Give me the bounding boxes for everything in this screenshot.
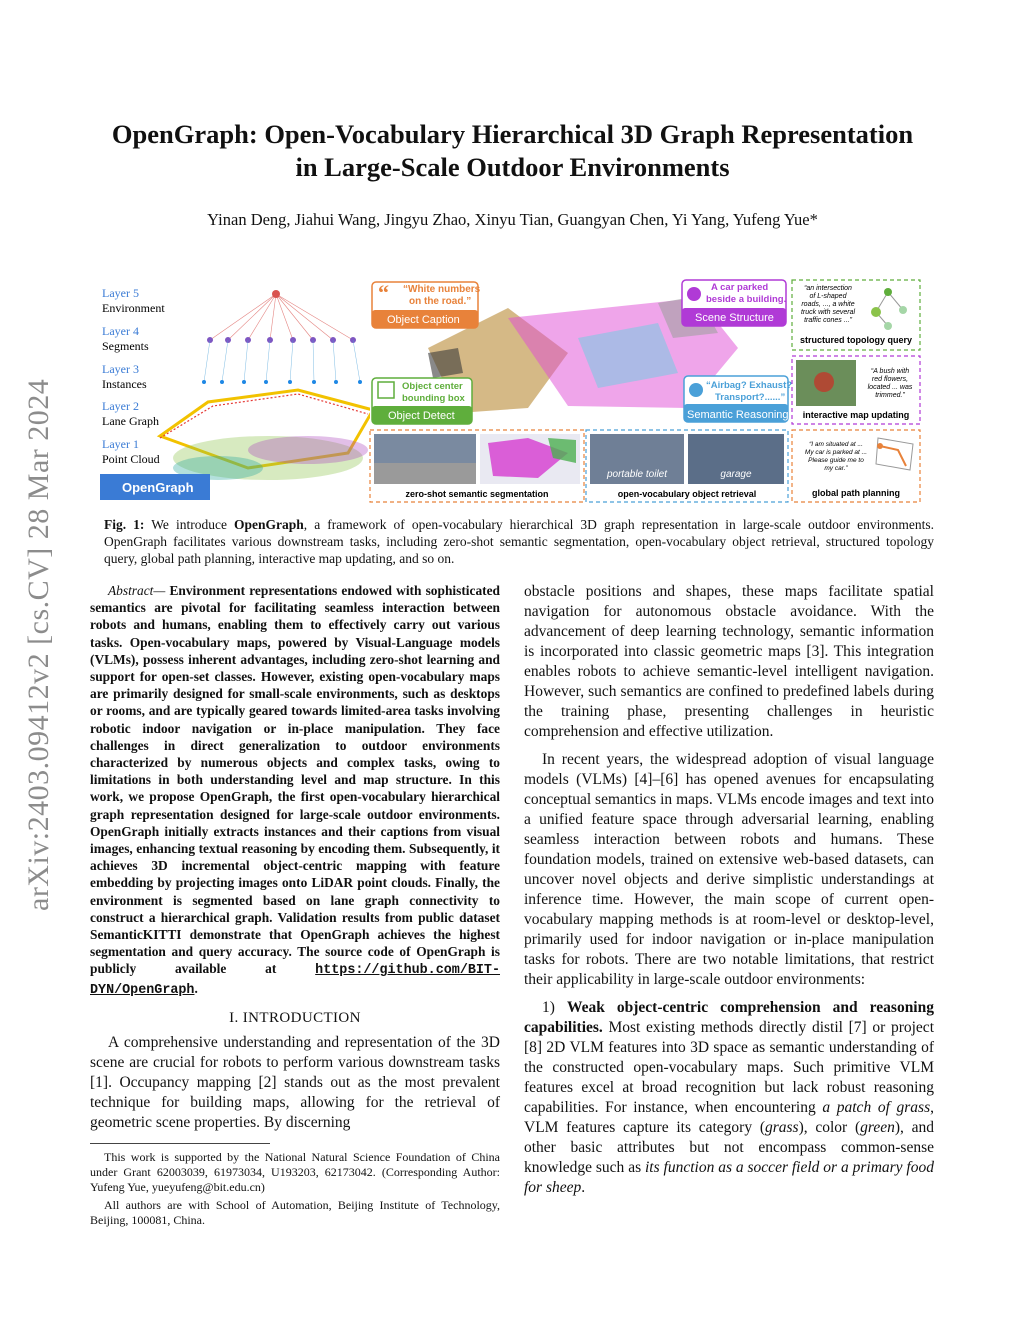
p3-italic-2: grass [764,1119,799,1136]
topology-quote-line: traffic cones ...” [804,317,852,324]
layer-1-name: Point Cloud [102,452,160,466]
abstract-text: Environment representations endowed with sophisticated semantics are pivotal for facilitating seamless interaction between robots and humans, enabling them to effectively carry out various tasks. Open-vocabulary maps, powered by Visual-Language models (VLMs), possess inherent advantages, including zero-shot learning and support for open-set classes. However, existing open-vocabulary maps are primarily designed for small-scale environments, such as desktops or rooms, and are typically geared towards limited-area tasks involving robotic indoor navigation or in-place manipulation. They face challenges in direct generalization to outdoor environments characterized by numerous objects and complex tasks, owing to limitations in both understanding level and map structure. In this work, we propose OpenGraph, the first open-vocabulary hierarchical graph representation designed for large-scale outdoor environments. OpenGraph initially extracts instances and their captions from visual images, enhancing textual reasoning by encoding them. Subsequently, it achieves 3D incremental object-centric mapping with feature embedding by projecting images onto LiDAR point clouds. Finally, the environment is segmented based on lane graph connectivity to construct a hierarchical graph. Validation results from public dataset SemanticKITTI demonstrate that OpenGraph achieves the highest segmentation and query accuracy. The source code of OpenGraph is publicly available at [90,583,500,977]
update-quote-line: trimmed.” [875,392,905,399]
abstract [90,582,500,999]
caption-quote-line-2: on the road.” [409,296,472,307]
title-line-1: OpenGraph: Open-Vocabulary Hierarchical 3D Graph Representation [111,119,914,149]
right-paragraph-2: In recent years, the widespread adoption of visual language models (VLMs) [4]–[6] has opened avenues for encapsulating conceptual semantics in maps. VLMs encode images and text into a unified feature space through adversarial learning, enabling seamless interaction between robots and humans. These foundation models, trained on extensive web-based datasets, can uncover novel objects and derive simplistic understandings at inference time. However, the main scope of current open-vocabulary mapping methods is at room-level or desktop-level, primarily used for indoor navigation or in-place manipulation tasks for robots. There are two notable limitations, that restrict their applicability in large-scale outdoor environments: [524,751,934,988]
opengraph-logo-text: OpenGraph [122,480,194,495]
layer-2-number: Layer 2 [102,399,139,413]
layer-4-name: Segments [102,339,149,353]
path-quote-line: “I am situated at ... [809,441,863,448]
environment-node [272,290,280,298]
caption-quote-line-1: “White numbers [403,284,481,295]
path-quote-line: My car is parked at ... [804,449,868,456]
detect-text-line-1: Object center [402,381,463,392]
left-column [90,582,500,1231]
instance-links [204,340,360,382]
layer-3-name: Instances [102,377,147,391]
segmentation-panel [370,430,584,502]
path-quote-line: my car.” [824,465,848,472]
semantic-reasoning-box [684,376,792,422]
path-planning-panel [792,430,920,502]
update-quote-line: red flowers, [871,376,909,383]
update-quote-line: located ... was [867,384,913,391]
p3-text-e: . [581,1179,586,1196]
figure-label: Fig. 1: [104,517,145,532]
topology-quote-line: roads, ..., a white [801,301,855,308]
scene-structure-box [682,280,786,326]
p3-italic-1: a patch of grass [822,1099,931,1116]
title-line-2: in Large-Scale Outdoor Environments [295,152,730,182]
retrieval-label: open-vocabulary object retrieval [617,489,757,499]
layer-3-number: Layer 3 [102,362,139,376]
segmentation-label: zero-shot semantic segmentation [405,489,549,499]
layer-5-name: Environment [102,301,165,315]
scene-quote-line-2: beside a building. [706,294,787,305]
right-paragraph-1: obstacle positions and shapes, these maps facilitate spatial navigation for autonomous obstacle avoidance. With the advancement of deep learning technology, semantic information is incorporated into classic geometric maps [3]. This integration enables robots to achieve semantic-level intelligent navigation. However, such semantics are confined to predefined labels during the training phase, presenting challenges in heuristic comprehension and effective utilization. [524,583,934,740]
limitation-heading: Weak object-centric comprehension and reasoning capabilities. [524,999,934,1036]
path-quote-line: Please guide me to [808,457,864,464]
detect-label: Object Detect [388,410,455,422]
retrieval-panel [586,430,788,502]
caption-label: Object Caption [387,314,460,326]
layer-4-number: Layer 4 [102,324,139,338]
footnote-rule [90,1143,270,1144]
instance-nodes [202,380,362,384]
layer-1-number: Layer 1 [102,437,139,451]
p3-text-b: , VLM features capture its category ( [524,1099,935,1136]
p3-text-c: ), color ( [798,1119,861,1136]
object-caption-box [372,280,481,328]
right-paragraph-3 [524,998,934,1198]
topology-quote-line: truck with several [800,309,856,316]
topology-query-panel [792,280,920,350]
footnote-funding: This work is supported by the National Natural Science Foundation of China under Grant 62003039, 61973034, U193203, 62173042. (Corresponding Author: Yufeng Yue, yueyufeng@bit.edu.cn) [90,1149,500,1194]
abstract-lead: Abstract— [108,583,166,598]
point-cloud [173,436,368,480]
retrieval-tag-2: garage [720,469,752,480]
caption-text-b: , a framework of open-vocabulary hierarchical 3D graph representation in large-scale outdoor environments. OpenGraph facilitates various downstream tasks, including zero-shot semantic segmentation, open-vocabulary object retrieval, structured topology query, global path planning, interactive map updating, and so on. [104,517,935,566]
topology-label: structured topology query [799,335,913,345]
intro-paragraph-1: A comprehensive understanding and representation of the 3D scene are crucial for robots to perform various downstream tasks [1]. Occupancy mapping [2] stands out as the most prevalent technique for building maps, allowing for the retrieval of geometric scene properties. By discerning [90,1033,500,1131]
segment-nodes [207,337,356,343]
figure-caption [104,516,934,567]
abstract-end: . [194,980,198,996]
layer-2-name: Lane Graph [102,414,159,428]
list-number: 1) [542,999,567,1016]
author-list: Yinan Deng, Jiahui Wang, Jingyu Zhao, Xinyu Tian, Guangyan Chen, Yi Yang, Yufeng Yue* [207,210,818,229]
paper-title [90,118,935,184]
caption-bold: OpenGraph [234,517,304,532]
map-updating-panel [792,356,920,424]
retrieval-tag-1: portable toilet [606,469,668,480]
p3-italic-4: its function as a soccer field or a primary food for sheep [524,1159,934,1196]
scene-quote-line-1: A car parked [711,282,769,293]
reason-quote-line-2: Transport?......” [715,392,786,403]
path-label: global path planning [812,488,900,498]
update-quote-line: “A bush with [870,368,910,375]
graph-icon [687,287,701,301]
layer-5-number: Layer 5 [102,286,139,300]
p3-text-d: ), and other basic attributes but not encompass common-sense knowledge such as [524,1119,935,1176]
caption-text-a: We introduce [144,517,235,532]
figure-1-graphic [98,278,924,505]
p3-text-a: Most existing methods directly distil [7] or project [8] 2D VLM features into 3D space as semantic understanding of the constructed open-vocabulary maps. Such primitive VLM features excel at broad recognition but lack robust reasoning capabilities. For instance, when encountering [524,1019,934,1116]
quote-icon: “ [378,280,389,305]
update-label: interactive map updating [802,410,910,420]
footnote-affiliation: All authors are with School of Automation, Beijing Institute of Technology, Beijing, 100081, China. [90,1197,500,1227]
detect-text-line-2: bounding box [402,393,465,404]
scene-label: Scene Structure [695,312,774,324]
p3-italic-3: green [860,1119,895,1136]
environment-fan-lines [210,294,353,340]
brain-icon [689,383,703,397]
topology-quote-line: “an intersection [804,285,852,292]
hierarchical-graph-illustration [100,286,373,500]
figure-1 [98,278,924,505]
object-detect-box [372,378,472,424]
arxiv-identifier: arXiv:2403.09412v2 [cs.CV] 28 Mar 2024 [22,378,55,912]
code-url-link[interactable]: https://github.com/BIT-DYN/OpenGraph [90,963,500,998]
reason-quote-line-1: “Airbag? Exhaust? [706,380,793,391]
section-heading: I. INTRODUCTION [229,1009,361,1026]
reason-label: Semantic Reasoning [687,409,789,421]
right-column [524,582,934,1206]
topology-quote-line: of L-shaped [809,293,847,300]
